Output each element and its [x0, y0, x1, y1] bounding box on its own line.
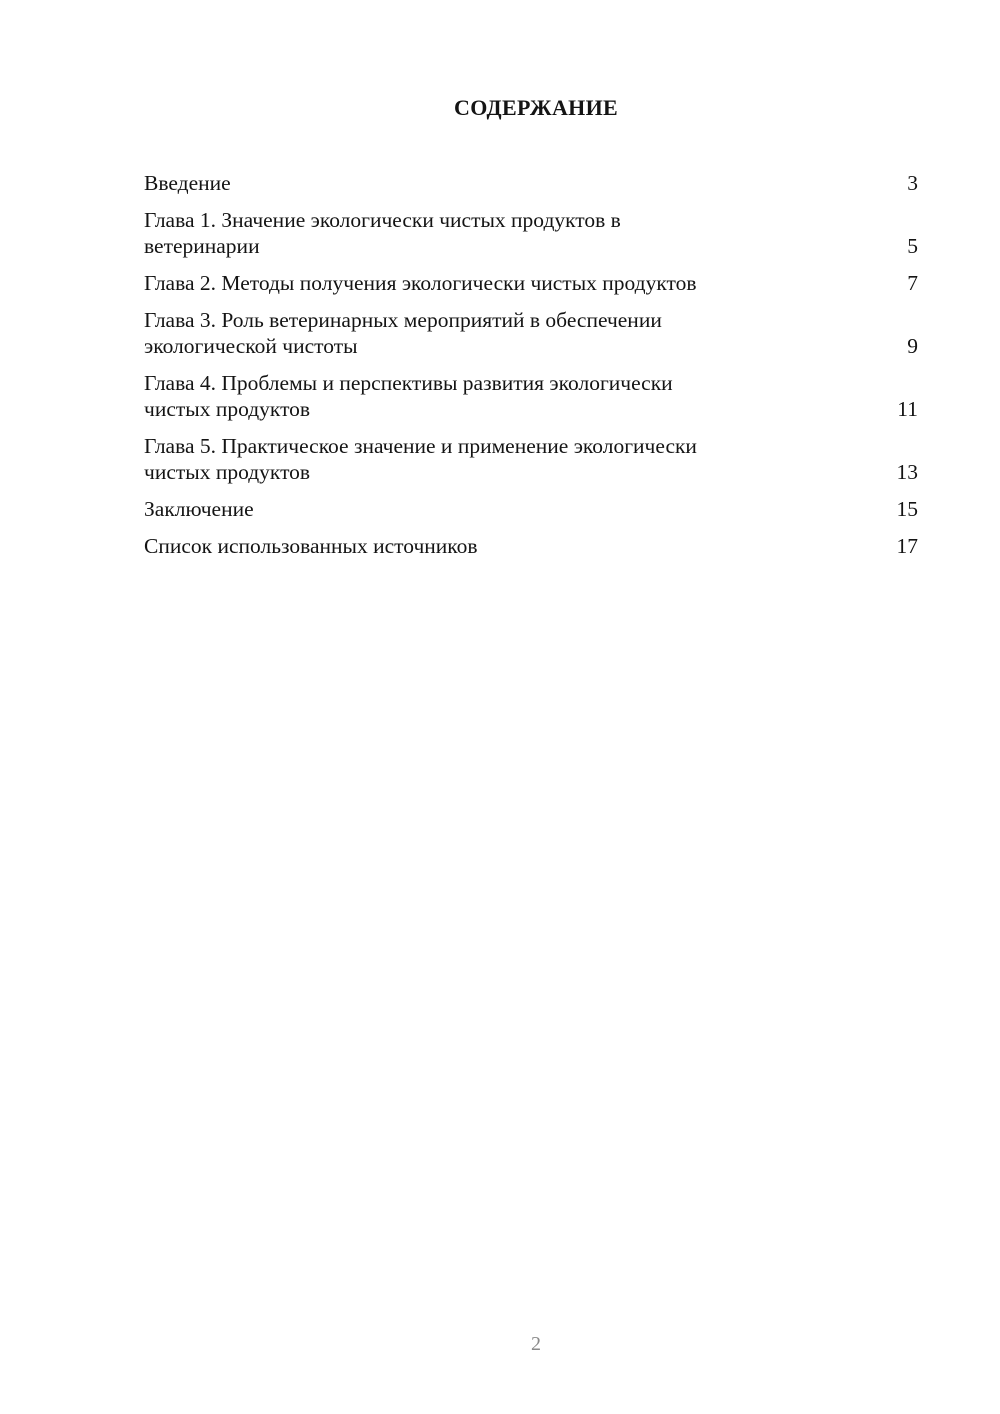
toc-entry-references [144, 533, 918, 559]
toc-entry-line: чистых продуктов [144, 397, 311, 421]
toc-entry-line: экологической чистоты [144, 334, 358, 358]
toc-entry-page: 15 [896, 497, 918, 521]
page-number: 2 [531, 1333, 541, 1355]
toc-entry-line: Заключение [144, 497, 254, 521]
toc-entry-title [144, 496, 918, 522]
toc-entry-page: 17 [896, 534, 918, 558]
toc-entry-page: 3 [907, 171, 918, 195]
table-of-contents [144, 170, 918, 570]
toc-entry-line: Глава 2. Методы получения экологически чистых продуктов [144, 271, 697, 295]
toc-entry-page: 7 [907, 271, 918, 295]
toc-entry-introduction [144, 170, 918, 196]
toc-entry-title [144, 533, 918, 559]
toc-entry-line: чистых продуктов [144, 460, 311, 484]
toc-entry-title [144, 307, 918, 359]
page-title: СОДЕРЖАНИЕ [454, 95, 618, 120]
toc-entry-title [144, 433, 918, 485]
toc-entry-line: Введение [144, 171, 231, 195]
toc-entry-chapter-2 [144, 270, 918, 296]
toc-entry-chapter-5 [144, 433, 918, 485]
toc-entry-title [144, 170, 918, 196]
toc-entry-page: 13 [896, 460, 918, 484]
toc-entry-line: Глава 1. Значение экологически чистых продуктов в [144, 208, 621, 232]
toc-entry-line: Глава 4. Проблемы и перспективы развития экологически [144, 371, 673, 395]
toc-entry-page: 9 [907, 334, 918, 358]
toc-entry-line: Список использованных источников [144, 534, 478, 558]
toc-entry-page: 11 [897, 397, 918, 421]
toc-entry-chapter-1 [144, 207, 918, 259]
toc-entry-chapter-4 [144, 370, 918, 422]
toc-entry-chapter-3 [144, 307, 918, 359]
toc-entry-line: Глава 5. Практическое значение и применение экологически [144, 434, 697, 458]
toc-entry-title [144, 207, 918, 259]
toc-entry-conclusion [144, 496, 918, 522]
toc-entry-page: 5 [907, 234, 918, 258]
toc-entry-title [144, 270, 918, 296]
toc-entry-line: Глава 3. Роль ветеринарных мероприятий в обеспечении [144, 308, 662, 332]
toc-entry-line: ветеринарии [144, 234, 260, 258]
toc-entry-title [144, 370, 918, 422]
